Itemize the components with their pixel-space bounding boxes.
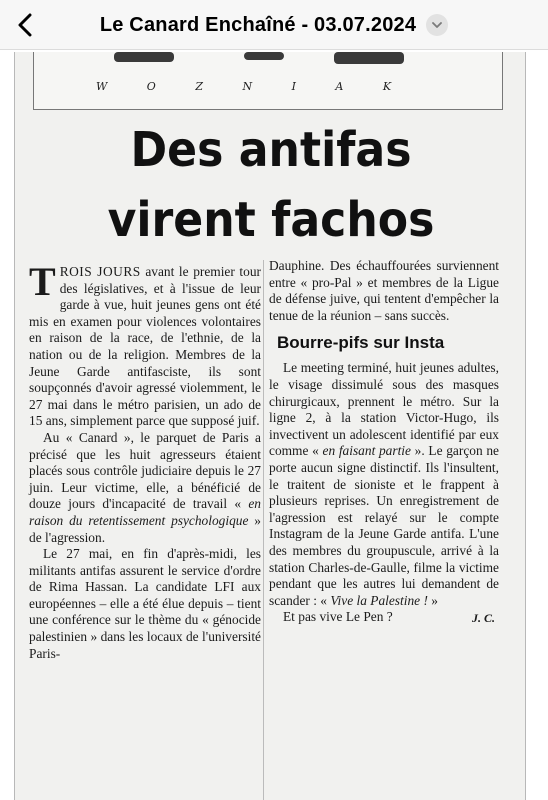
article-paragraph xyxy=(269,360,499,609)
newspaper-clipping xyxy=(14,52,526,800)
cartoonist-signature: W O Z N I A K xyxy=(96,80,410,93)
article-column-right xyxy=(269,258,499,626)
top-bar xyxy=(0,0,548,50)
drop-cap: T xyxy=(29,259,56,304)
paragraph-text: Dauphine. Des échauffourées surviennent entre « pro-Pal » et membres de la Ligue de défense juive, qui tentent d'empêcher la tenue de la réunion – sans succès. xyxy=(269,258,499,323)
quote-italic: en faisant partie xyxy=(322,443,411,459)
article-column-left xyxy=(29,259,261,662)
cartoon-drawing xyxy=(114,52,174,62)
article-paragraph xyxy=(29,259,261,430)
article-paragraph xyxy=(29,430,261,546)
paragraph-text: avant le premier tour des législatives, et à l'issue de leur garde à vue, huit jeunes gens ont été mis en examen pour violences volontaires en raison de la race, de l'ethnie, de la nation ou de la religion. Membres de la Jeune Garde antifasciste, ils sont soupçonnés d'avoir agressé violemment, le 27 mai dans le métro parisien, un ado de 15 ans, simplement parce que supposé juif. xyxy=(29,264,261,429)
page-title: Le Canard Enchaîné - 03.07.2024 xyxy=(99,13,417,36)
headline-line-2: virent fachos xyxy=(107,192,435,248)
cartoon-drawing xyxy=(334,52,404,64)
paragraph-text: » de l'agression. xyxy=(29,512,261,545)
title-menu-button[interactable] xyxy=(426,14,448,36)
paragraph-text: Le meeting terminé, huit jeunes adultes, le visage dissimulé sous des masques chirurgicaux, prennent le métro. Sur la ligne 2, à la station Victor-Hugo, ils invectivent un adolescent identifié par eux comme « xyxy=(269,360,499,459)
quote-italic: en raison du retentissement psychologique xyxy=(29,496,261,528)
lead-caps: ROIS JOURS xyxy=(59,264,141,279)
paragraph-text: » xyxy=(427,592,438,608)
paragraph-text: ». Le garçon ne porte aucun signe distinctif. Ils l'insultent, le traitent de sioniste et le frappent à plusieurs reprises. Un enregistrement de l'agression est relayé sur le compte Instagram de la Jeune Garde antifa. L'une des membres du groupuscule, arrivé à la station Charles-de-Gaulle, filme la victime pendant que les autres lui demandent de scander : « xyxy=(269,443,499,608)
article-paragraph xyxy=(269,258,499,324)
title-wrap xyxy=(0,0,548,50)
paragraph-text: Le 27 mai, en fin d'après-midi, les militants antifas assurent le service d'ordre de Rima Hassan. La candidate LFI aux européennes – elle a été élue depuis – tient une conférence sur le thème du « génocide palestinien » dans les locaux de l'université Paris- xyxy=(29,546,261,661)
cartoon-drawing xyxy=(244,52,284,60)
paragraph-text: Et pas vive Le Pen ? xyxy=(283,609,393,625)
subheading: Bourre-pifs sur Insta xyxy=(277,333,445,353)
article-paragraph xyxy=(29,546,261,662)
chevron-down-icon xyxy=(432,21,442,29)
paragraph-text: Au « Canard », le parquet de Paris a précisé que les huit agresseurs étaient placés sous contrôle judiciaire depuis le 27 juin. Leur victime, elle, a bénéficié de douze jours d'incapacité de travail « xyxy=(29,429,261,512)
cartoon-fragment xyxy=(33,52,503,110)
column-divider xyxy=(263,260,264,800)
headline-line-1: Des antifas xyxy=(130,122,412,178)
author-signature: J. C. xyxy=(471,610,495,625)
quote-italic: Vive la Palestine ! xyxy=(330,592,428,608)
